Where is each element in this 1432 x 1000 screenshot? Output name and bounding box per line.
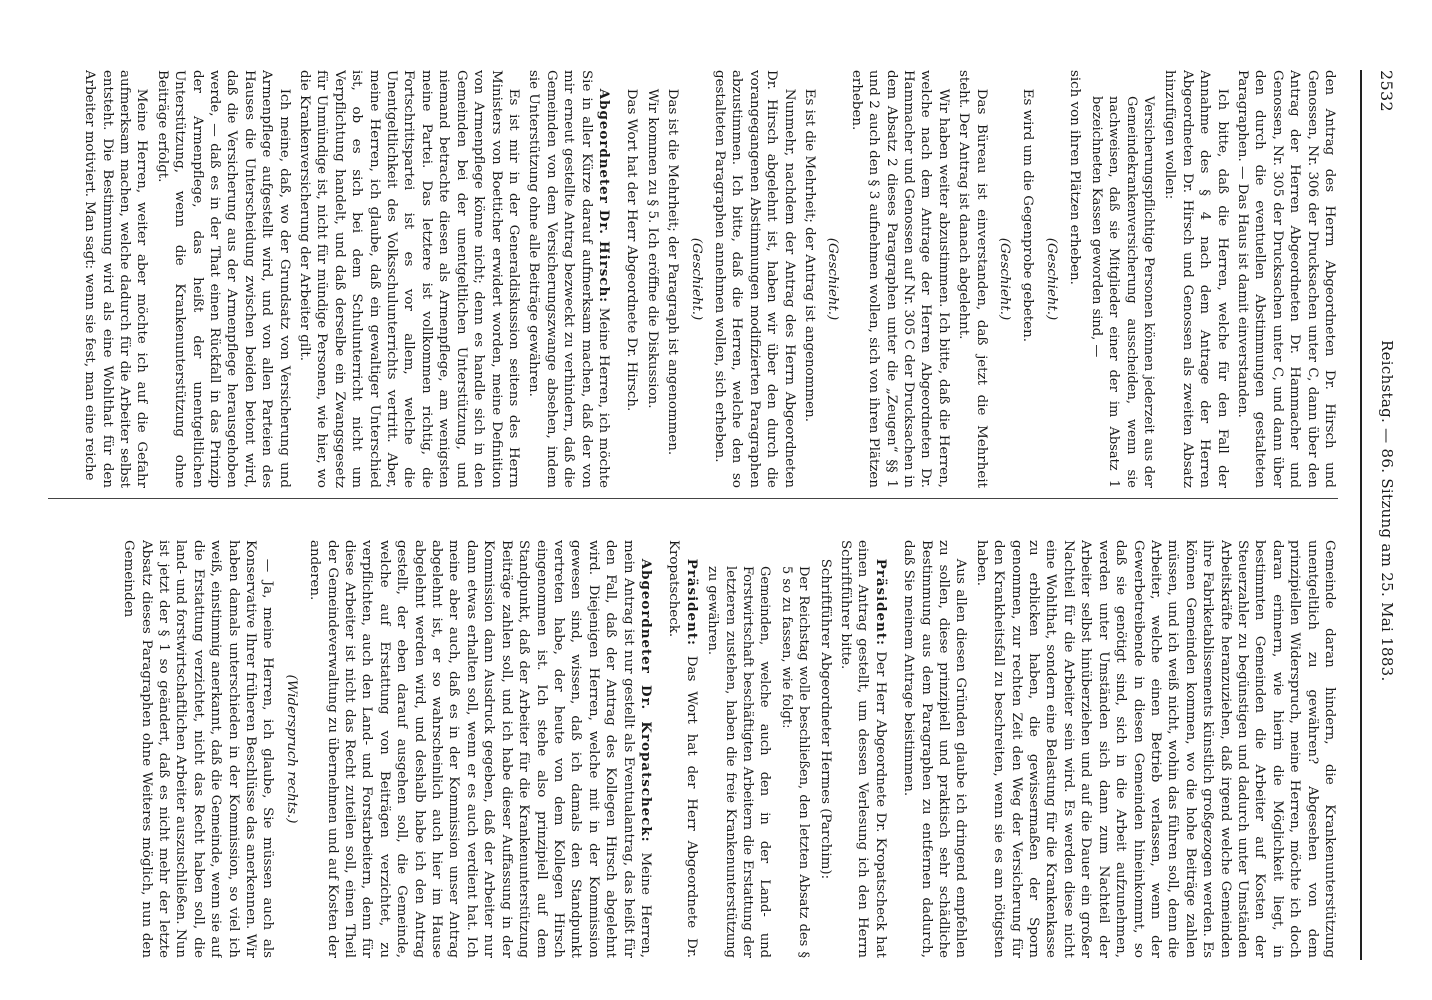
paragraph: Gemeinde daran hindern, die Krankenunterstützung unentgeltlich zu gewähren? Abgesehen von dem prinzipiellen Widerspruch, meine Herren, möchte ich doch daran erinnern, wie hierin die Möglichkeit liegt, in bestimmten Gemeinden die Arbeiter auf Kosten der Steuerzahler zu begünstigen und dadurch unter Umständen Arbeitskräfte heranzuziehen, daß irgend welche Gemeinden ihre Fabriketablissements künstlich großgezogen werden. Es können Gemeinden kommen, wo die hohe Beiträge zahlen müssen, und ich weiß nicht, wohin das führen soll, denn die Arbeiter, welche einen Betrieb verlassen, wenn der Gewerbetreibende in diesen Gemeinden hineinkommt, so daß sie genötigt sind, sich in die Arbeit aufzunehmen, werden unter Umständen sich dann zum Nachteil der Arbeiter selbst hinüberziehen und auf die Dauer ein großer Nachteil für die Arbeiter sein wird. Es werden diese nicht eine Wohlthat, sondern eine Belastung für die Krankenkasse zu erblicken haben, die gewissermaßen der Sporn genommen, zur rechten Zeit den Weg der Versicherung für den Krankheitsfall zu beschreiten, wenn sie es am nötigsten haben. bbox=[973, 540, 1337, 958]
page-number: 2532 bbox=[1377, 70, 1396, 112]
stage-note: (Geschieht.) bbox=[997, 237, 1013, 321]
paragraph: Es ist die Mehrheit; der Antrag ist angenommen. bbox=[802, 88, 818, 422]
paragraph: Wir haben weiter abzustimmen. Ich bitte, daß die Herren, welche nach dem Antrage der Herren Abgeordneten Dr. Hammacher und Genossen auf Nr. 305 C der Drucksachen in dem Absatz 2 dieses Paragraphen unter die „Zeugen“ §§ 1 und 2 auch den § 3 aufnehmen wollen, sich von ihren Plätzen erheben. bbox=[848, 70, 951, 488]
page-header bbox=[1348, 70, 1418, 960]
speech-text: Meine Herren, mein Antrag ist nur gestellt als Eventualantrag, das heißt für den Fall, daß der Antrag des Kollegen Hirsch abgelehnt wird. Diejenigen Herren, welche mit in der Kommission gewesen sind, wissen, daß ich damals den Standpunkt vertreten habe, der heute von dem Kollegen Hirsch eingenommen ist. Ich stehe also prinzipiell auf dem Standpunkt, daß der Arbeiter für die Krankenunterstützung Beiträge zahlen soll, und ich habe dieser Auffassung in der Kommission dann Ausdruck gegeben, daß der Arbeiter nur dann etwas erhalten soll, wenn er es auch verdient hat. Ich meine aber auch, daß es in der Kommission unser Antrag abgelehnt ist, er so wahrscheinlich auch hier im Hause abgelehnt werden wird, und deshalb habe ich den Antrag gestellt, der eben darauf ausgehen soll, die Gemeinde, welche auf Erstattung von Beiträgen verzichtet, zu verpflichten, auch den Land- und Forstarbeitern, denn für diese Arbeiter ist nicht das Recht zuteilen soll, einen Theil der Gemeindeverwaltung zu übernehmen und auf Kosten der anderen. bbox=[307, 540, 653, 958]
paragraph: Das ist die Mehrheit; der Paragraph ist angenommen. bbox=[665, 88, 681, 456]
paragraph: Nunmehr, nachdem der Antrag des Herrn Abgeordneten Dr. Hirsch abgelehnt ist, haben wir über den durch die vorangegangenen Abstimmungen modifizierten Paragraphen abzustimmen. Ich bitte, daß die Herren, welche den so gestalteten Paragraphen annehmen wollen, sich erheben. bbox=[712, 70, 797, 488]
right-column bbox=[38, 540, 1338, 958]
speech-text: Das Wort hat der Herr Abgeordnete Dr. Kropatscheck. bbox=[666, 540, 699, 958]
paragraph: den Antrag des Herrn Abgeordneten Dr. Hirsch und Genossen, Nr. 306 der Drucksachen unter C, dann über den Antrag der Herren Abgeordneten Dr. Hammacher und Genossen, Nr. 305 der Drucksachen unter C, und dann über den durch die eventuellen Abstimmungen gestalteten Paragraphen. — Das Haus ist damit einverstanden. bbox=[1234, 70, 1337, 488]
speech-text: Der Herr Abgeordnete Dr. Kropatscheck hat einen Antrag gestellt, um dessen Verlesung ich den Herrn Schriftführer bitte. bbox=[838, 540, 888, 958]
running-head: Reichstag. — 86. Sitzung am 25. Mai 1883. bbox=[1378, 340, 1396, 682]
header-rule bbox=[1360, 70, 1362, 960]
stage-note: (Geschieht.) bbox=[825, 237, 841, 321]
stage-note: (Geschieht.) bbox=[688, 237, 704, 321]
speaker-name: Präsident: bbox=[683, 558, 700, 646]
paragraph: Ich meine, daß, wo der Grundsatz von Versicherung und Armenpflege aufgestellt wird, und von allen Parteien des Hauses die Unterscheidung zwischen beiden betont wird, daß die Versicherung aus der Armenpflege herausgehoben werde, — daß es in der That einen Rückfall in das Prinzip der Armenpflege, das heißt der unentgeltlichen Unterstützung, wenn die Krankenunterstützung ohne Beiträge erfolgt. bbox=[154, 70, 292, 488]
stage-note: (Widerspruch rechts.) bbox=[283, 674, 299, 824]
motion-text: Versicherungspflichtige Personen können jederzeit aus der Gemeindekrankenversicherung ausscheiden, wenn sie nachweisen, daß sie Mitglieder einer der im Absatz 1 bezeichneten Kassen geworden sind, — bbox=[1088, 96, 1156, 488]
paragraph: sich von ihren Plätzen erheben. bbox=[1067, 70, 1083, 285]
stage-note: (Geschieht.) bbox=[1043, 237, 1059, 321]
paragraph: Es ist mir in der Generaldiskussion seitens des Herrn Ministers von Boetticher erwidert worden, meine Definition von Armenpflege könne nicht; denn es handle sich in den Gemeinden bei der unentgeltlichen Unterstützung, und niemand betrachte diesen als Armenpflege, am wenigsten meine Partei. Das letztere ist vollkommen richtig, die Fortschrittspartei ist es vor allem, welche die Unentgeltlichkeit des Volksschulunterrichts vertritt. Aber, meine Herren, ich glaube, daß ein gewaltiger Unterschied ist, ob es sich bei dem Schulunterricht nicht um Verpflichtung handelt, und daß derselbe ein Zwangsgesetz für Unmündige ist, nicht für mündige Personen, wie hier, wo die Krankenversicherung der Arbeiter gilt. bbox=[297, 70, 521, 488]
speaker-name: Präsident: bbox=[872, 558, 889, 646]
speaker-name: Abgeordneter Dr. Hirsch: bbox=[595, 88, 612, 304]
column-divider bbox=[48, 498, 1338, 499]
paragraph: Es wird um die Gegenprobe gebeten. bbox=[1020, 88, 1036, 342]
speaker-name: Abgeordneter Dr. Kropatscheck: bbox=[637, 558, 654, 843]
left-column bbox=[38, 70, 1338, 488]
paragraph: — Ja, meine Herren, ich glaube, Sie müssen auch als Konservative Ihrer früheren Beschlüsse das anerkennen. Wir haben damals unterschieden in der Kommission, so viel ich weiß, einstimmig anerkannt, daß die Gemeinde, wenn sie auf die Erstattung verzichtet, nicht das Recht haben soll, die land- und forstwirtschaftlichen Arbeiter auszuschließen. Nun ist jetzt der § 1 so geändert, daß es nicht mehr der letzte Absatz dieses Paragraphen ohne Weiteres möglich, nun den Gemeinden bbox=[121, 540, 276, 958]
motion-text: Gemeinden, welche auch den in der Land- und Forstwirtschaft beschäftigten Arbeitern die Erstattung der letzteren zustehen, haben die freie Krankenunterstützung zu gewähren. bbox=[705, 566, 773, 958]
speaker-name: Schriftführer Abgeordneter Hermes (Parchim): bbox=[817, 558, 833, 880]
paragraph: Das Büreau ist einverstanden, daß jetzt die Mehrheit steht. Der Antrag ist danach abgelehnt. bbox=[956, 70, 989, 488]
paragraph: Das Wort hat der Herr Abgeordnete Dr. Hirsch. bbox=[624, 88, 640, 412]
motion-text: Der Reichstag wolle beschließen, den letzten Absatz des § 5 so zu fassen, wie folgt: bbox=[778, 566, 812, 958]
paragraph: Wir kommen zu § 5. Ich eröffne die Diskussion. bbox=[644, 88, 660, 409]
speech-text: Meine Herren, ich möchte Sie in aller Kürze darauf aufmerksam machen, daß der von mir erneut gestellte Antrag bezweckt zu verhindern, daß die Gemeinden von dem Versicherungszwange absehen, indem sie Unterstützung ohne alle Beiträge gewähren. bbox=[526, 70, 611, 488]
paragraph: Meine Herren, weiter aber möchte ich auf die Gefahr aufmerksam machen, welche dadurch für die Arbeiter selbst entsteht. Die Bestimmung wird als eine Wohlthat für den Arbeiter motiviert. Man sagt: wenn sie fest, man eine reiche bbox=[82, 70, 150, 488]
paragraph: Aus allen diesen Gründen glaube ich dringend empfehlen zu sollen, diese prinzipiell und praktisch sehr schädliche Bestimmung aus dem Paragraphen zu entfernen dadurch, daß Sie meinem Antrage beistimmen. bbox=[901, 540, 969, 958]
paragraph: Ich bitte, daß die Herren, welche für den Fall der Annahme des § 4 nach dem Antrage der Herren Abgeordneten Dr. Hirsch und Genossen als zweiten Absatz hinzufügen wollen: bbox=[1162, 70, 1230, 488]
